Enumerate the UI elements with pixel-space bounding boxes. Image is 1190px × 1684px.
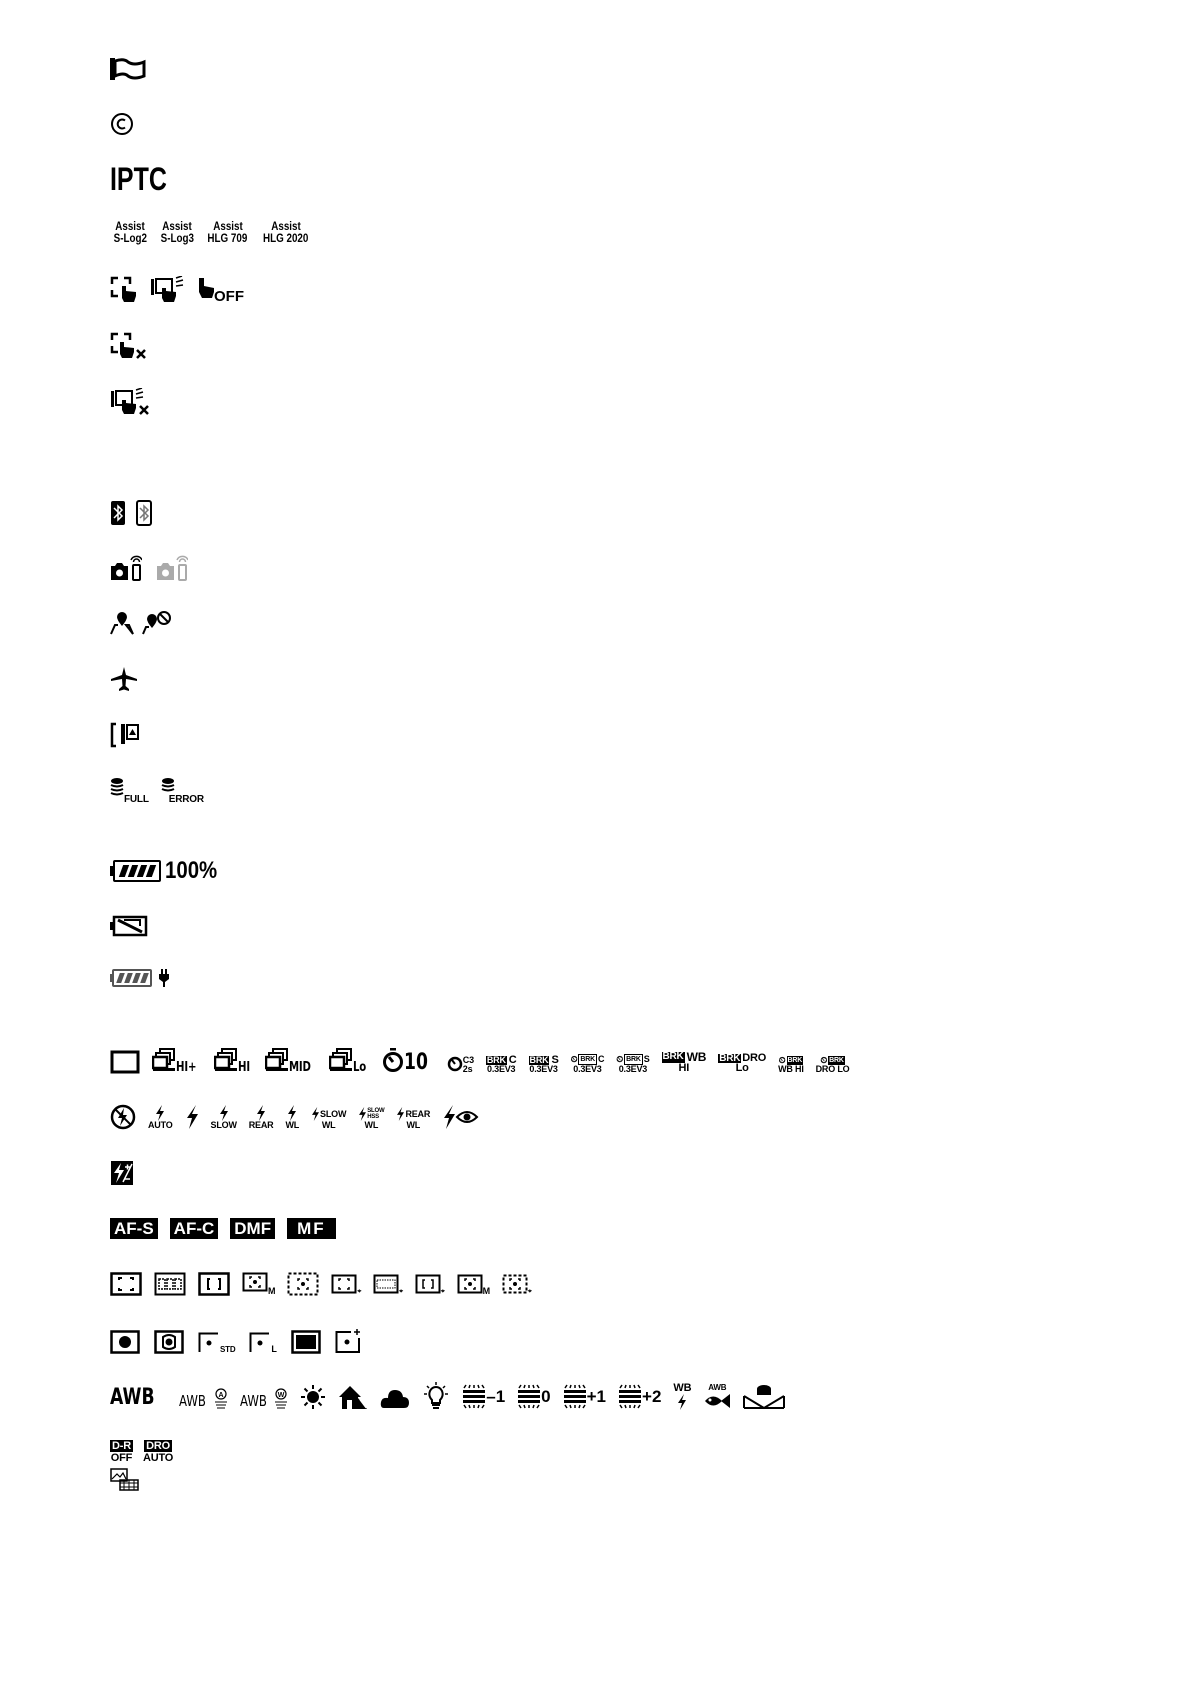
fill-flash-icon (185, 1104, 199, 1130)
row-battery-remaining (110, 858, 226, 884)
custom-wb-icon (743, 1384, 785, 1410)
assist-slog2-icon: Assist S-Log2 (113, 219, 148, 245)
rear-sync-icon: REAR (249, 1105, 274, 1130)
battery-supply-icon (110, 969, 152, 987)
svg-text:W: W (277, 1392, 285, 1399)
timer-bracket-single-icon: ⏲ BRK S 0.3EV3 (616, 1054, 650, 1074)
assist-slog3-icon: Assist S-Log3 (160, 219, 194, 245)
single-shooting-icon (110, 1050, 140, 1074)
bracket-cont-icon: BRK C 0.3EV3 (486, 1054, 517, 1074)
row-view-mode (110, 722, 140, 748)
copyright-icon (110, 112, 134, 136)
media-full-icon: FULL (110, 776, 149, 804)
cont-mid-icon: MID (265, 1048, 317, 1074)
touch-off-icon: OFF (196, 276, 244, 304)
hss-wl-icon: SLOW HSS WL (358, 1107, 384, 1130)
tracking-zone-icon: ⌖ (373, 1274, 403, 1296)
row-flash-mode (110, 1104, 480, 1130)
row-bluetooth (110, 500, 152, 526)
focus-mode-mf: MF (287, 1218, 336, 1239)
row-media (110, 776, 204, 804)
fluorescent-0-icon: 0 (517, 1384, 550, 1410)
touch-focus-icon (110, 276, 138, 304)
row-battery-warning (110, 914, 148, 938)
location-info-icon (110, 610, 134, 636)
row-white-balance (110, 1382, 785, 1410)
svg-text:A: A (218, 1392, 224, 1399)
bracket-single-icon: BRK S 0.3EV3 (529, 1054, 559, 1074)
dro-off-icon: D-R OFF (110, 1440, 133, 1464)
incandescent-icon (422, 1382, 450, 1410)
image-rotate-icon (110, 722, 140, 748)
row-airplane (110, 666, 138, 692)
row-iptc (110, 163, 183, 195)
focus-mode-dmf: DMF (230, 1218, 275, 1239)
power-plug-icon (158, 968, 170, 988)
focus-area-zone-icon (154, 1272, 186, 1296)
wb-white-priority-icon: AWB W (240, 1386, 289, 1410)
flash-compensation-icon (110, 1160, 134, 1186)
shade-icon (338, 1384, 368, 1410)
row-metering (110, 1328, 363, 1354)
flash-auto-icon: AUTO (148, 1105, 173, 1130)
fluorescent-plus1-icon: +1 (563, 1384, 606, 1410)
self-timer-cont-icon: C3 2s (447, 1052, 474, 1074)
row-dro (110, 1440, 173, 1464)
rear-wl-icon: REAR WL (396, 1107, 430, 1130)
wb-bracket-icon: BRK WB HI (662, 1050, 707, 1074)
bluetooth-connected-icon (110, 500, 126, 526)
focus-mode-afs: AF-S (110, 1218, 158, 1239)
spot-metering-large-icon: L (249, 1332, 276, 1354)
row-touch-tracking-off (110, 388, 152, 416)
row-movie (110, 1468, 140, 1492)
camera-smartphone-connected-icon (110, 554, 142, 582)
battery-percent: 100% (165, 857, 218, 884)
cont-hi-icon: HI (214, 1048, 253, 1074)
assist-hlg709-icon: Assist HLG 709 (207, 219, 248, 245)
flag-icon (110, 56, 146, 82)
expanded-spot-icon (287, 1272, 319, 1296)
tracking-expanded-spot-icon: ⌖ (502, 1274, 532, 1296)
timer-wb-bracket-icon: ⏲ BRK WB HI (778, 1055, 804, 1074)
focus-mode-afc: AF-C (170, 1218, 219, 1239)
daylight-icon (300, 1384, 326, 1410)
row-power-supply (110, 968, 170, 988)
cont-lo-icon: Lo (329, 1048, 370, 1074)
center-metering-icon (154, 1330, 184, 1354)
battery-full-icon (110, 860, 161, 882)
red-eye-reduction-icon (442, 1104, 480, 1130)
tracking-center-icon: ⌖ (415, 1274, 445, 1296)
row-smartphone (110, 554, 188, 582)
row-touch-focus-off (110, 332, 148, 360)
touch-focus-disabled-icon (110, 332, 148, 360)
slow-wl-icon: SLOW WL (311, 1107, 346, 1130)
wb-auto-label: AWB (110, 1385, 155, 1410)
touch-tracking-icon (150, 276, 184, 304)
flexible-spot-m-icon: M (242, 1272, 275, 1296)
cont-hi-plus-icon: HI+ (152, 1048, 202, 1074)
iptc-label: IPTC (110, 161, 167, 197)
row-copyright (110, 112, 134, 136)
fluorescent-minus1-icon: –1 (462, 1384, 505, 1410)
row-focus-mode (110, 1218, 336, 1239)
picture-movie-icon (110, 1468, 140, 1492)
tracking-flexible-spot-icon: M (457, 1274, 490, 1296)
flash-off-icon (110, 1104, 136, 1130)
fluorescent-plus2-icon: +2 (618, 1384, 661, 1410)
dro-auto-icon: DRO AUTO (142, 1440, 174, 1464)
wireless-flash-icon: WL (285, 1105, 299, 1130)
focus-area-center-icon (198, 1272, 230, 1296)
battery-warning-icon (110, 914, 148, 938)
self-timer-icon: 10 (382, 1048, 435, 1074)
row-camera-setting (110, 56, 146, 82)
wb-auto-ambience-icon: AWB A (179, 1386, 228, 1410)
assist-hlg2020-icon: Assist HLG 2020 (263, 219, 309, 245)
multi-metering-icon (110, 1330, 140, 1354)
entire-screen-avg-icon (291, 1330, 321, 1354)
row-focus-area (110, 1272, 532, 1296)
bluetooth-disconnected-icon (136, 500, 152, 526)
wb-underwater-icon: AWB (703, 1384, 731, 1410)
tracking-wide-icon: ⌖ (331, 1274, 361, 1296)
timer-dro-bracket-icon: ⏲ BRK DRO LO (815, 1055, 850, 1074)
focus-area-wide-icon (110, 1272, 142, 1296)
cloudy-icon (380, 1384, 410, 1410)
airplane-mode-icon (110, 666, 138, 692)
slow-sync-icon: SLOW (211, 1105, 237, 1130)
row-location (110, 610, 172, 636)
touch-tracking-disabled-icon (110, 388, 152, 416)
spot-metering-std-icon: STD (198, 1332, 235, 1354)
wb-flash-icon: WB (673, 1383, 691, 1410)
row-drive-mode (110, 1048, 849, 1074)
row-touch (110, 276, 244, 304)
media-error-icon: ERROR (161, 776, 204, 804)
timer-bracket-cont-icon: ⏲ BRK C 0.3EV3 (570, 1054, 605, 1074)
camera-smartphone-disconnected-icon (156, 554, 188, 582)
highlight-metering-icon (335, 1328, 363, 1354)
dro-bracket-icon: BRK DRO Lo (719, 1052, 767, 1074)
location-off-icon (142, 610, 172, 636)
row-gamma-assist (110, 220, 313, 244)
row-flash-comp (110, 1160, 134, 1186)
